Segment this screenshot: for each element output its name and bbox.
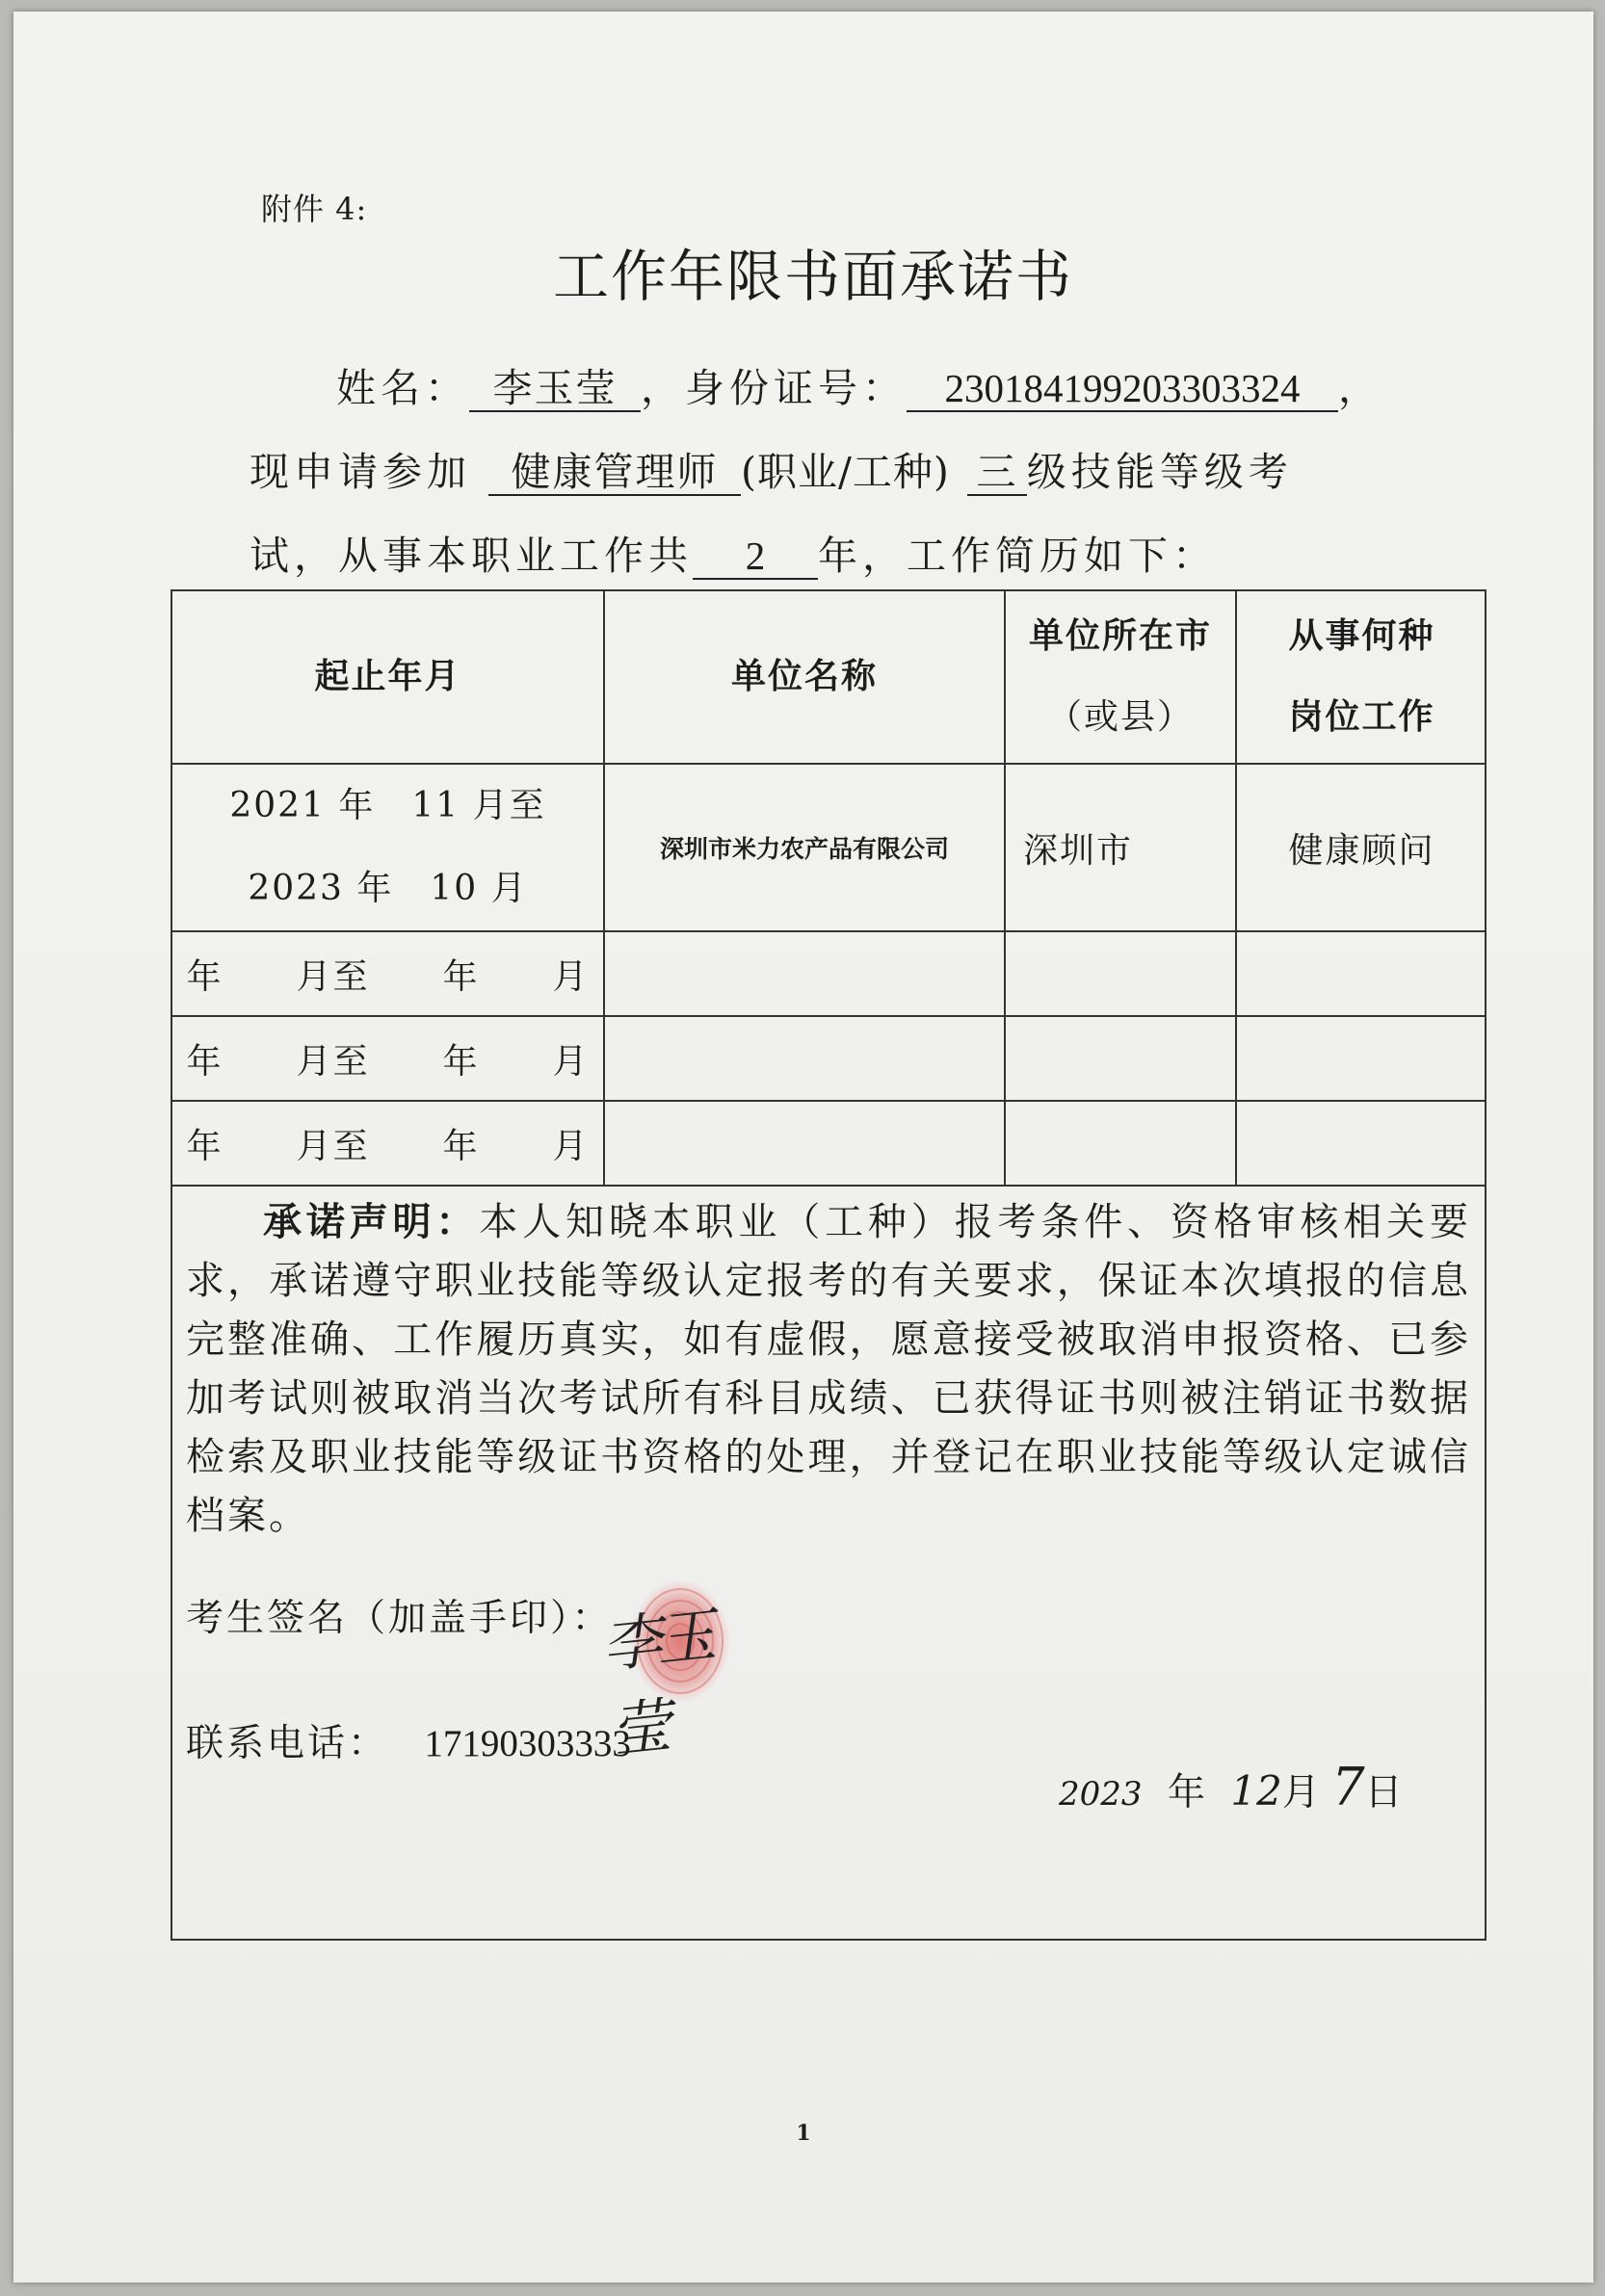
header-city-line1: 单位所在市 [1028,616,1212,656]
occupation-suffix: (职业/工种) [741,449,950,495]
header-company [605,591,1004,763]
statement-body: 本人知晓本职业（工种）报考条件、资格审核相关要求，承诺遵守职业技能等级认定报考的有关要求，保证本次填报的信息完整准确、工作履历真实，如有虚假，愿意接受被取消申报资格、已参加考试则被取消当次考试所有科目成绩、已获得证书则被注销证书数据检索及职业技能等级证书资格的处理，并登记在职业技能等级认定诚信档案。 [186,1200,1472,1538]
id-number-value: 230184199203303324 [907,367,1338,412]
row1-period-end: 2023 年 10 月 [248,869,528,908]
phone-row [186,1713,631,1767]
empty-period-text: 年 月至 年 月 [186,1126,590,1166]
signature-date [1059,1757,1403,1817]
level-value: 三 [967,451,1027,496]
table-divider [172,1185,1485,1187]
apply-prefix: 现申请参加 [250,449,471,495]
years-value: 2 [693,535,818,580]
name-line [336,356,1382,413]
header-post [1237,591,1487,763]
date-year-unit: 年 [1167,1771,1205,1814]
occupation-value: 健康管理师 [488,451,741,496]
date-month-unit: 月 [1281,1771,1320,1814]
date-day-unit: 日 [1364,1771,1403,1814]
row1-city [1006,765,1235,930]
row1-city-text: 深圳市 [1023,830,1134,871]
commitment-statement [186,1193,1471,1546]
id-label: ，身份证号： [641,365,907,411]
document-page [13,12,1593,2283]
row1-post-text: 健康顾问 [1288,830,1435,871]
date-month: 12 [1230,1767,1282,1814]
table-row [172,932,603,1015]
row1-company-text: 深圳市米力农产品有限公司 [659,835,949,863]
level-suffix: 级技能等级考 [1026,449,1293,495]
signature-area [589,1564,743,1766]
row1-post [1237,765,1487,930]
page-number: 1 [796,2121,811,2146]
phone-value: 17190303333 [424,1723,631,1764]
table-row [172,1102,603,1185]
signature-row [186,1588,613,1642]
header-period [172,591,603,763]
empty-period-text: 年 月至 年 月 [186,956,590,997]
header-post-line1: 从事何种 [1288,616,1435,656]
row1-period-start: 2021 年 11 月至 [229,786,546,825]
header-company-label: 单位名称 [730,657,878,696]
experience-prefix: 试，从事本职业工作共 [250,533,693,579]
empty-period-text: 年 月至 年 月 [186,1041,590,1082]
experience-line [250,524,1217,581]
id-suffix: ， [1338,365,1382,411]
header-post-line2: 岗位工作 [1288,697,1435,737]
name-value: 李玉莹 [469,367,641,412]
header-period-label: 起止年月 [314,657,461,696]
table-row [172,765,603,930]
row1-company [605,765,1004,930]
table-row [172,1017,603,1100]
signature-label: 考生签名（加盖手印）： [186,1597,613,1640]
apply-line [250,440,1293,497]
experience-suffix: 年，工作简历如下： [818,533,1217,579]
name-label: 姓名： [336,365,469,411]
date-year: 2023 [1059,1775,1143,1813]
header-city-line2: （或县） [1046,697,1194,737]
handwritten-signature: 李玉莹 [598,1600,714,1766]
page-title: 工作年限书面承诺书 [552,244,1073,309]
work-history-form [171,589,1487,1941]
statement-lead: 承诺声明： [263,1200,480,1244]
date-day: 7 [1331,1757,1365,1817]
phone-label: 联系电话： [186,1722,389,1765]
header-city [1006,591,1235,763]
attachment-label: 附件 4: [261,191,368,227]
